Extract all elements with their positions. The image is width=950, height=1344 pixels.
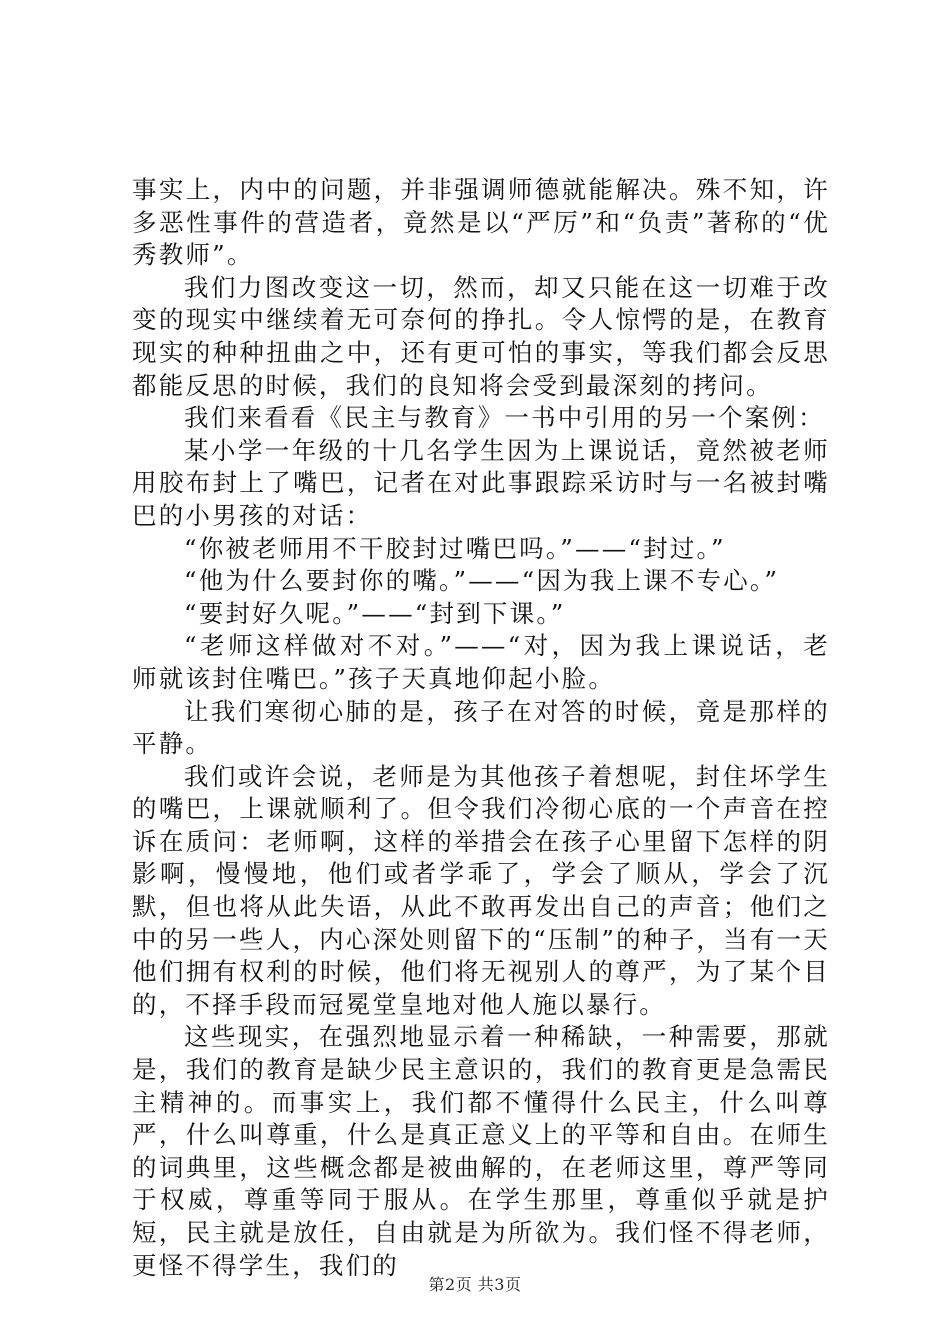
paragraph-1: 事实上，内中的问题，并非强调师德就能解决。殊不知，许多恶性事件的营造者，竟然是以“严厉”和“负责”著称的“优秀教师”。 — [132, 175, 830, 270]
dialogue-line-3: “要封好久呢。”——“封到下课。” — [184, 598, 566, 628]
paragraph-5: 让我们寒彻心肺的是，孩子在对答的时候，竟是那样的平静。 — [132, 696, 830, 759]
dialogue-line-1: “你被老师用不干胶封过嘴巴吗。”——“封过。” — [184, 533, 726, 563]
dialogue-line-2: “他为什么要封你的嘴。”——“因为我上课不专心。” — [184, 566, 780, 596]
paragraph-3: 我们来看看《民主与教育》一书中引用的另一个案例： — [184, 403, 825, 433]
page-number-footer: 第2页 共3页 — [428, 1275, 522, 1294]
paragraph-2: 我们力图改变这一切，然而，却又只能在这一切难于改变的现实中继续着无可奈何的挣扎。令人惊愕的是，在教育现实的种种扭曲之中，还有更可怕的事实，等我们都会反思都能反思的时候，我们的良知将会受到最深刻的拷问。 — [132, 272, 830, 400]
paragraph-4: 某小学一年级的十几名学生因为上课说话，竟然被老师用胶布封上了嘴巴，记者在对此事跟踪采访时与一名被封嘴巴的小男孩的对话： — [132, 435, 830, 530]
document-body — [132, 174, 830, 1282]
paragraph-6: 我们或许会说，老师是为其他孩子着想呢，封住坏学生的嘴巴，上课就顺利了。但令我们冷彻心底的一个声音在控诉在质问：老师啊，这样的举措会在孩子心里留下怎样的阴影啊，慢慢地，他们或者学乖了，学会了顺从，学会了沉默，但也将从此失语，从此不敢再发出自己的声音；他们之中的另一些人，内心深处则留下的“压制”的种子，当有一天他们拥有权利的时候，他们将无视别人的尊严，为了某个目的，不择手段而冠冕堂皇地对他人施以暴行。 — [132, 761, 830, 1019]
paragraph-7: 这些现实，在强烈地显示着一种稀缺，一种需要，那就是，我们的教育是缺少民主意识的，我们的教育更是急需民主精神的。而事实上，我们都不懂得什么民主，什么叫尊严，什么叫尊重，什么是真正意义上的平等和自由。在师生的词典里，这些概念都是被曲解的，在老师这里，尊严等同于权威，尊重等同于服从。在学生那里，尊重似乎就是护短，民主就是放任，自由就是为所欲为。我们怪不得老师，更怪不得学生，我们的 — [132, 1022, 830, 1280]
dialogue-line-4: “老师这样做对不对。”——“对，因为我上课说话，老师就该封住嘴巴。”孩子天真地仰起小脸。 — [132, 631, 830, 693]
